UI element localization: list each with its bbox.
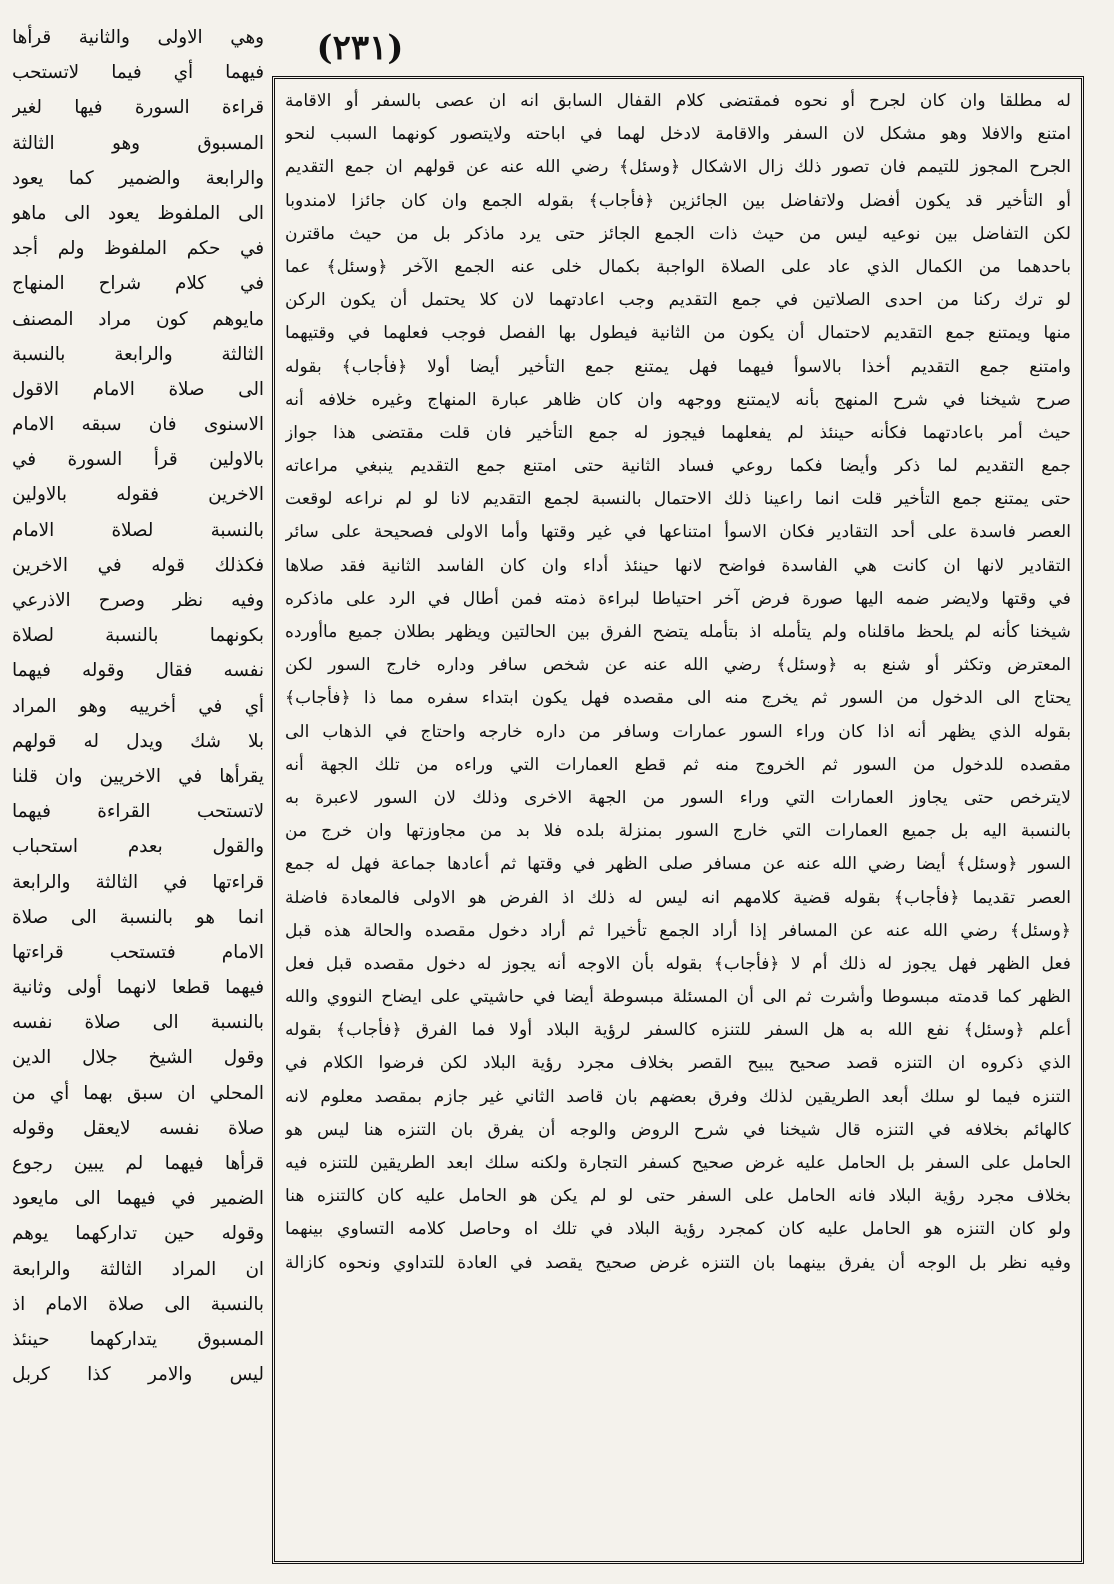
side-text-line: أي في أخرييه وهو المراد (12, 695, 264, 717)
main-text-line: كالهائم بخلافه في التنزه قال شيخنا في شرح الروض والوجه أن يفرق بان التنزه هنا ليس هو (285, 1119, 1071, 1140)
side-text-line: الضمير في فيهما الى مايعود (12, 1188, 264, 1210)
main-text-line: حيث أمر باعادتهما فكأنه حينئذ لم يفعلهما فيجوز له جمع التأخير فان قلت مقتضى هذا جواز (285, 422, 1071, 443)
side-text-line: ليس والامر كذا كربل (12, 1364, 264, 1386)
side-text-line: المسبوق وهو الثالثة (12, 132, 264, 154)
side-text-line: في كلام شراح المنهاج (12, 273, 264, 295)
side-text-line: فيهما أي فيما لاتستحب (12, 62, 264, 84)
side-text-line: وقوله حين تداركهما يوهم (12, 1223, 264, 1245)
side-text-line: وهي الاولى والثانية قرأها (12, 27, 264, 48)
main-text-line: التنزه فيما لو سلك أبعد الطريقين لذلك وفرق بعضهم بان قاصد الثاني غير جازم بمقصد معلوم لانه (285, 1086, 1071, 1107)
main-text-line: الظهر كما قدمته مبسوطا وأشرت ثم الى أن المسئلة مبسوطة أيضا في حاشيتي على ايضاح النووي والله (285, 987, 1071, 1008)
side-text-line: بالنسبة الى صلاة الامام اذ (12, 1293, 264, 1315)
side-text-line: الى الملفوظ يعود الى ماهو (12, 202, 264, 224)
side-text-line: الاسنوى فان سبقه الامام (12, 414, 264, 436)
main-text-line: بخلاف مجرد رؤية البلاد فانه الحامل على السفر حتى لو لم يكن هو الحامل عليه كان كالتنزه هنا (285, 1186, 1071, 1207)
side-text-line: والقول بعدم استحباب (12, 836, 264, 858)
main-text-line: الحامل على السفر بل الحامل عليه غرض صحيح كسفر التجارة ولكنه سلك ابعد الطريقين للتنزه فيه (285, 1153, 1071, 1173)
side-text-line: وفيه نظر وصرح الاذرعي (12, 590, 264, 611)
main-text-line: الجرح المجوز للتيمم فان تصور ذلك زال الاشكال ﴿وسئل﴾ رضي الله عنه عن قولهم ان جمع التقديم (285, 157, 1071, 178)
side-text-line: مايوهم كون مراد المصنف (12, 308, 264, 330)
main-text-line: منها ويمتنع جمع التقديم لاحتمال أن يكون من الثانية فيطول بها الفصل فوجب فعلهما في وقتيهما (285, 323, 1071, 344)
main-text-line: في وقتها ولايضر ضمه اليها صورة فرض آخر احتياطا لبراءة ذمته فمن أطال في الرد على ماذكره (285, 588, 1071, 609)
side-text-line: والرابعة والضمير كما يعود (12, 167, 264, 189)
side-text-line: الامام فتستحب قراءتها (12, 941, 264, 963)
main-text-line: بقوله الذي يظهر أنه اذا كان وراء السور عمارات وسافر من داره خارجه واحتاج في الذهاب الى (285, 721, 1071, 742)
main-text-line: العصر فاسدة على أحد التقادير فكان الاسوأ امتناعها في غير وقتها وأما الاولى فصحيحة على سائر (285, 522, 1071, 543)
main-text-line: ولو كان التنزه هو الحامل عليه كان كمجرد رؤية البلاد في تلك اه وحاصل كلامه التساوي بينهما (285, 1219, 1071, 1240)
main-text-line: حتى يمتنع جمع التأخير قلت انما راعينا ذلك الاحتمال بالنسبة لجمع التقديم لانا لو لم نراعه لوقعت (285, 489, 1071, 510)
main-text-line: امتنع والافلا وهو مشكل لان السفر والاقامة لادخل لهما في اباحته ولايتصور كونهما السبب لنحو (285, 124, 1071, 145)
side-text-line: نفسه فقال وقوله فيهما (12, 660, 264, 682)
main-text-line: العصر تقديما ﴿فأجاب﴾ بقوله قضية كلامهم انه ليس له ذلك اذ الفرض هو الاولى فالمعادة فاضلة (285, 887, 1071, 908)
side-text-line: بلا شك ويدل له قولهم (12, 730, 264, 752)
main-text-line: شيخنا كأنه لم يلحظ ماقلناه ولم يتأمله اذ بتأمله يتضح الفرق بين الحالتين ويظهر بطلان جميع ماأورده (285, 622, 1071, 642)
side-text-line: بالاولين قرأ السورة في (12, 449, 264, 471)
side-text-line: بكونهما بالنسبة لصلاة (12, 625, 264, 647)
main-text-line: يحتاج الى الدخول من السور ثم يخرج منه الى مقصده فهل يكون ابتداء سفره مما ذا ﴿فأجاب﴾ (285, 688, 1071, 709)
main-text-line: صرح شيخنا في شرح المنهج بأنه لايمتنع ووجهه وان كان ظاهر عبارة المنهاج وغيره خلافه أنه (285, 389, 1071, 410)
main-text (285, 85, 1071, 1555)
main-text-line: بالنسبة اليه بل جميع العمارات التي خارج السور بمنزلة بلده فلا بد من مجاوزتها وان خرج من (285, 821, 1071, 842)
main-text-line: أو التأخير قد يكون أفضل ولاتفاضل بين الجائزين ﴿فأجاب﴾ بقوله الجمع وان كان جائزا لامندوبا (285, 190, 1071, 211)
main-text-line: جمع التقديم لما ذكر وأيضا فكما روعي فساد الثانية حتى امتنع جمع التقديم ينبغي مراعاته (285, 456, 1071, 477)
side-text-line: فيهما قطعا لانهما أولى وثانية (12, 977, 264, 999)
main-text-line: الذي ذكروه ان التنزه قصد صحيح يبيح القصر بخلاف مجرد رؤية البلاد لكن فرضوا الكلام في (285, 1053, 1071, 1074)
main-text-line: المعترض وتكثر أو شنع به ﴿وسئل﴾ رضي الله عنه عن شخص سافر وداره خارج السور لكن (285, 655, 1071, 676)
side-text-line: قراءة السورة فيها لغير (12, 97, 264, 119)
side-text-line: صلاة نفسه لايعقل وقوله (12, 1117, 264, 1139)
side-text-line: بالنسبة لصلاة الامام (12, 519, 264, 541)
side-text-line: في حكم الملفوظ ولم أجد (12, 238, 264, 260)
main-text-line: له مطلقا وان كان لجرح أو نحوه فمقتضى كلام القفال السابق انه ان عصى بالسفر أو الاقامة (285, 91, 1071, 111)
main-text-line: وامتنع جمع التقديم أخذا بالاسوأ فيهما فهل يمتنع جمع التأخير أيضا أولا ﴿فأجاب﴾ بقوله (285, 356, 1071, 377)
side-text-line: قراءتها في الثالثة والرابعة (12, 871, 264, 893)
side-commentary (12, 20, 264, 1392)
main-text-line: أعلم ﴿وسئل﴾ نفع الله به هل السفر للتنزه كالسفر لرؤية البلاد أولا فما الفرق ﴿فأجاب﴾ بقوله (285, 1020, 1071, 1041)
side-text-line: وقول الشيخ جلال الدين (12, 1047, 264, 1069)
side-text-line: المسبوق يتداركهما حينئذ (12, 1328, 264, 1350)
main-text-frame (272, 76, 1084, 1564)
side-text-line: فكذلك قوله في الاخرين (12, 554, 264, 576)
main-text-line: وفيه نظر بل الوجه أن يفرق بينهما بان التنزه غرض صحيح يقصد في العادة للتداوي ونحوه كازالة (285, 1252, 1071, 1273)
main-text-line: السور ﴿وسئل﴾ أيضا رضي الله عنه عن مسافر صلى الظهر في وقتها ثم أعادها جماعة فهل له جمع (285, 854, 1071, 875)
main-text-line: ﴿وسئل﴾ رضي الله عنه عن المسافر إذا أراد الجمع تأخيرا ثم أراد دخول مقصده والحالة هذه قبل (285, 920, 1071, 941)
main-text-line: مقصده للدخول من السور ثم الخروج منه ثم قطع العمارات التي وراءه من تلك الجهة أنه (285, 754, 1071, 775)
side-text-line: ان المراد الثالثة والرابعة (12, 1258, 264, 1280)
side-text-line: الاخرين فقوله بالاولين (12, 484, 264, 506)
side-text-line: المحلي ان سبق بهما أي من (12, 1082, 264, 1104)
main-text-line: التقادير لانها ان كانت هي الفاسدة فواضح لانها حينئذ أداء وان كان الفاسد الثانية فقد صلاها (285, 555, 1071, 576)
main-text-line: لو ترك ركنا من احدى الصلاتين في جمع التقديم وجب اعادتهما لان كلا يحتمل أن يكون الركن (285, 290, 1071, 311)
page-number: (٢٣١) (316, 28, 404, 68)
main-text-line: فعل الظهر فهل يجوز له ذلك أم لا ﴿فأجاب﴾ بقوله بأن الاوجه أنه يجوز له دخول مقصده قبل فعل (285, 953, 1071, 974)
side-text-line: لاتستحب القراءة فيهما (12, 801, 264, 823)
side-text-line: قرأها فيهما لم يبين رجوع (12, 1153, 264, 1174)
side-text-line: بالنسبة الى صلاة نفسه (12, 1012, 264, 1034)
side-text-line: انما هو بالنسبة الى صلاة (12, 906, 264, 928)
main-text-line: لكن التفاضل بين نوعيه ليس من حيث ذات الجمع الجائز حتى يرد ماذكر بل من حيث ماقترن (285, 223, 1071, 244)
side-text-line: الى صلاة الامام الاقول (12, 378, 264, 400)
main-text-line: لايترخص حتى يجاوز العمارات التي وراء السور من الجهة الاخرى وذلك لان السور لاعبرة به (285, 787, 1071, 808)
side-text-line: يقرأها في الاخريين وان قلنا (12, 765, 264, 787)
side-text-line: الثالثة والرابعة بالنسبة (12, 343, 264, 365)
main-text-line: باحدهما من الكمال الذي عاد على الصلاة الواجبة بكمال خلى عنه الجمع الآخر ﴿وسئل﴾ عما (285, 256, 1071, 277)
